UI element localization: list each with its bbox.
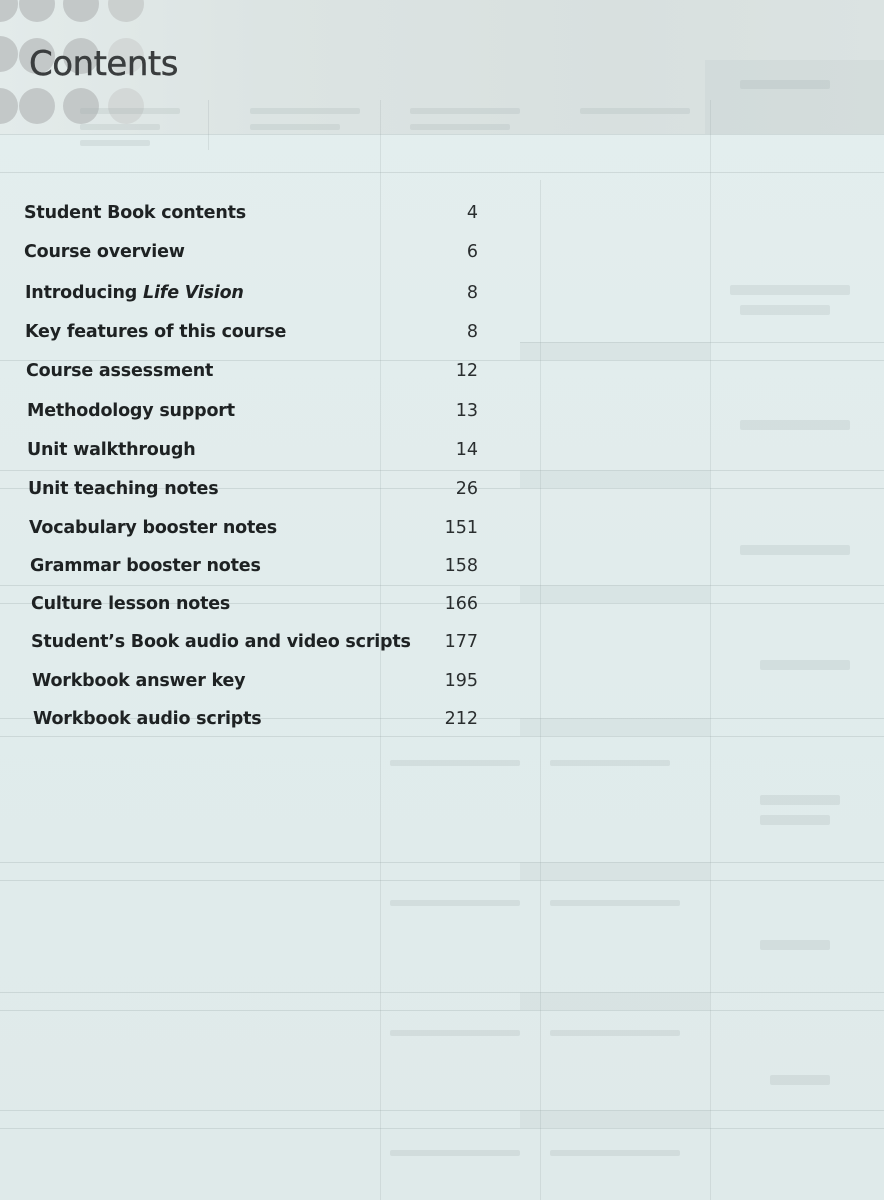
toc-page-number: 8 xyxy=(466,322,478,342)
toc-page-number: 26 xyxy=(455,479,478,499)
toc-page-number: 177 xyxy=(444,632,478,652)
toc-page-number: 6 xyxy=(466,242,478,262)
toc-entry-title: Workbook answer key xyxy=(32,671,246,691)
toc-entry-title: Culture lesson notes xyxy=(31,594,231,614)
toc-entry-title: Unit walkthrough xyxy=(27,440,196,460)
toc-page-number: 212 xyxy=(444,709,478,729)
toc-page-number: 158 xyxy=(444,556,478,576)
toc-page-number: 195 xyxy=(444,671,478,691)
toc-entry-workbook-audio-scripts[interactable] xyxy=(33,704,478,734)
toc-entry-title: Student’s Book audio and video scripts xyxy=(31,632,411,652)
toc-entry-title: Methodology support xyxy=(27,401,235,421)
toc-entry-title: Unit teaching notes xyxy=(28,479,219,499)
toc-entry-introducing-life-vision[interactable] xyxy=(25,278,478,308)
toc-entry-methodology-support[interactable] xyxy=(27,396,478,426)
toc-entry-title: Key features of this course xyxy=(25,322,287,342)
toc-entry-title: Course assessment xyxy=(26,361,214,381)
toc-entry-key-features[interactable] xyxy=(25,317,478,347)
toc-entry-title: Course overview xyxy=(24,242,185,262)
toc-entry-unit-walkthrough[interactable] xyxy=(27,435,478,465)
toc-entry-workbook-answer-key[interactable] xyxy=(32,666,478,696)
toc-entry-unit-teaching-notes[interactable] xyxy=(28,474,478,504)
toc-entry-title xyxy=(25,278,244,308)
toc-page-number: 8 xyxy=(466,283,478,303)
toc-page-number: 4 xyxy=(466,203,478,223)
toc-entry-grammar-booster-notes[interactable] xyxy=(30,551,478,581)
page-title: Contents xyxy=(29,44,178,84)
toc-entry-title-plain: Introducing xyxy=(25,283,144,303)
toc-entry-course-assessment[interactable] xyxy=(26,356,478,386)
toc-entry-title: Grammar booster notes xyxy=(30,556,261,576)
toc-entry-student-book-contents[interactable] xyxy=(24,198,478,228)
toc-entry-students-book-scripts[interactable] xyxy=(31,627,478,657)
toc-entry-title: Student Book contents xyxy=(24,203,246,223)
toc-page-number: 166 xyxy=(444,594,478,614)
toc-page-number: 14 xyxy=(455,440,478,460)
toc-entry-title-italic: Life Vision xyxy=(143,283,244,303)
toc-page-number: 13 xyxy=(455,401,478,421)
toc-entry-title: Vocabulary booster notes xyxy=(29,518,277,538)
toc-page-number: 151 xyxy=(444,518,478,538)
toc-entry-culture-lesson-notes[interactable] xyxy=(31,589,478,619)
toc-entry-vocabulary-booster-notes[interactable] xyxy=(29,513,478,543)
toc-page-number: 12 xyxy=(455,361,478,381)
toc-entry-title: Workbook audio scripts xyxy=(33,709,262,729)
toc-entry-course-overview[interactable] xyxy=(24,237,478,267)
